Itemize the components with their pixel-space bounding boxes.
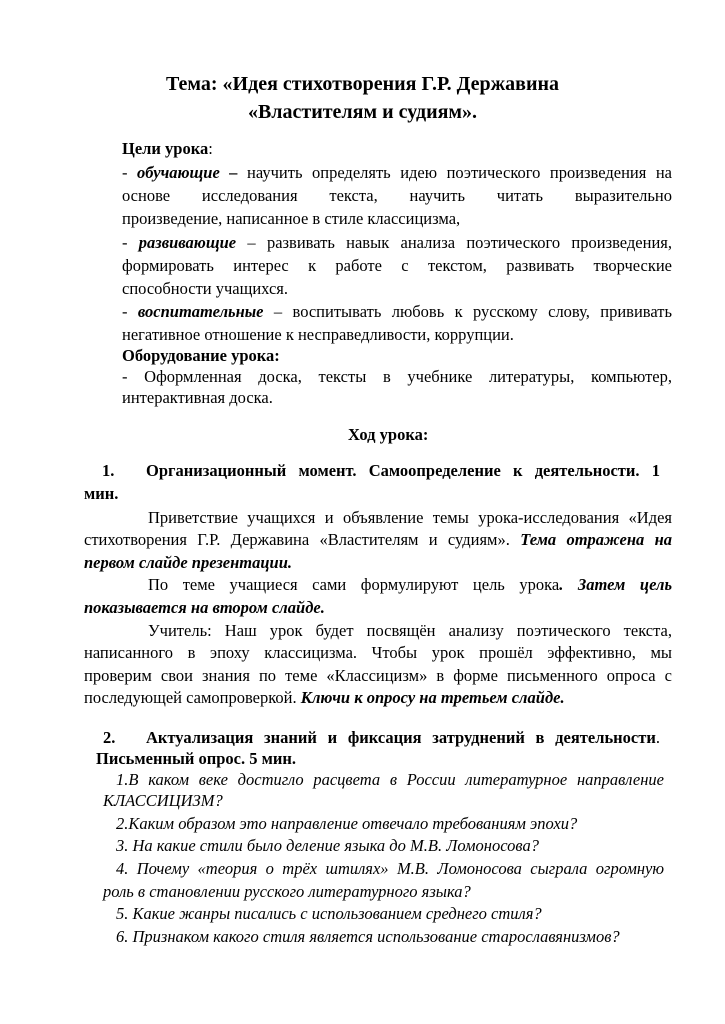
section1-number: 1.: [102, 461, 115, 480]
goal-text-line: основе исследования текста, научить читать выразительно: [122, 186, 672, 205]
goal-text-line: способности учащихся.: [122, 279, 288, 298]
goals-heading: Цели урока: [122, 139, 209, 158]
section2-heading-line: [146, 728, 660, 748]
goal-developing-text: – развивать навык анализа поэтического произведения,: [236, 233, 672, 252]
section2-heading-cont: Письменный опрос. 5 мин.: [96, 749, 296, 768]
section1-paragraph-line: проверим свои знания по теме «Классицизм» в форме письменного опроса с: [84, 666, 672, 685]
section1-heading-cont: мин.: [84, 484, 119, 503]
section2-heading: Актуализация знаний и фиксация затруднений в деятельности: [146, 728, 656, 747]
section1-paragraph-line: [148, 575, 672, 595]
section1-heading: Организационный момент. Самоопределение к деятельности. 1: [146, 461, 660, 480]
document-title-line1: Тема: «Идея стихотворения Г.Р. Державина: [165, 73, 560, 95]
goals-heading-colon: :: [208, 139, 213, 158]
section2-number: 2.: [103, 728, 116, 747]
section1-paragraph-line: [84, 688, 565, 708]
goal-educational-line: [122, 163, 672, 183]
equipment-line: интерактивная доска.: [122, 388, 273, 407]
goal-dash: -: [122, 233, 139, 252]
question-item: 3. На какие стили было деление языка до М.В. Ломоносова?: [116, 836, 539, 855]
section1-emphasis: Тема отражена на: [509, 530, 673, 549]
goal-dash: -: [122, 302, 138, 321]
section1-emphasis: первом слайде презентации.: [84, 553, 292, 572]
question-item: 1.В каком веке достигло расцвета в России литературное направление: [116, 770, 664, 789]
goal-dash: -: [122, 163, 137, 182]
section1-emphasis: показывается на втором слайде.: [84, 598, 325, 617]
goal-text-line: формировать интерес к работе с текстом, развивать творческие: [122, 256, 672, 275]
lesson-course-heading: Ход урока:: [348, 425, 429, 444]
goals-heading-line: [122, 139, 213, 159]
section1-paragraph-line: Учитель: Наш урок будет посвящён анализу поэтического текста,: [148, 621, 672, 640]
section1-text: последующей самопроверкой.: [84, 688, 297, 707]
goal-text-line: негативное отношение к несправедливости, коррупции.: [122, 325, 514, 344]
goal-text-line: произведение, написанное в стиле классицизма,: [122, 209, 461, 228]
document-title-line2: «Властителям и судиям».: [247, 101, 478, 123]
equipment-heading: Оборудование урока:: [122, 346, 280, 365]
goal-developing-term: развивающие: [138, 233, 237, 252]
goal-educational-term: обучающие –: [137, 163, 238, 182]
question-item: 5. Какие жанры писались с использованием среднего стиля?: [116, 904, 542, 923]
question-item: 2.Каким образом это направление отвечало требованиям эпохи?: [116, 814, 578, 833]
goal-developing-line: [122, 233, 672, 253]
equipment-line: - Оформленная доска, тексты в учебнике литературы, компьютер,: [122, 367, 672, 386]
section1-text: По теме учащиеся сами формулируют цель урока: [148, 575, 560, 594]
goal-upbringing-term: воспитательные: [137, 302, 264, 321]
goal-educational-text: научить определять идею поэтического произведения на: [237, 163, 672, 182]
goal-upbringing-line: [122, 302, 672, 322]
section1-paragraph-line: [84, 530, 672, 550]
section1-emphasis: . Затем цель: [559, 575, 673, 594]
section1-paragraph-line: написанного в эпоху классицизма. Чтобы урок прошёл эффективно, мы: [84, 643, 672, 662]
question-item: 6. Признаком какого стиля является использование старославянизмов?: [116, 927, 620, 946]
section1-paragraph-line: Приветствие учащихся и объявление темы урока-исследования «Идея: [148, 508, 672, 527]
section1-emphasis: Ключи к опросу на третьем слайде.: [296, 688, 565, 707]
question-item: КЛАССИЦИЗМ?: [103, 791, 223, 810]
question-item: роль в становлении русского литературного языка?: [103, 882, 471, 901]
section2-heading-dot: .: [655, 728, 660, 747]
question-item: 4. Почему «теория о трёх штилях» М.В. Ломоносова сыграла огромную: [116, 859, 664, 878]
goal-upbringing-text: – воспитывать любовь к русскому слову, прививать: [263, 302, 672, 321]
section1-text: стихотворения Г.Р. Державина «Властителям и судиям».: [84, 530, 510, 549]
